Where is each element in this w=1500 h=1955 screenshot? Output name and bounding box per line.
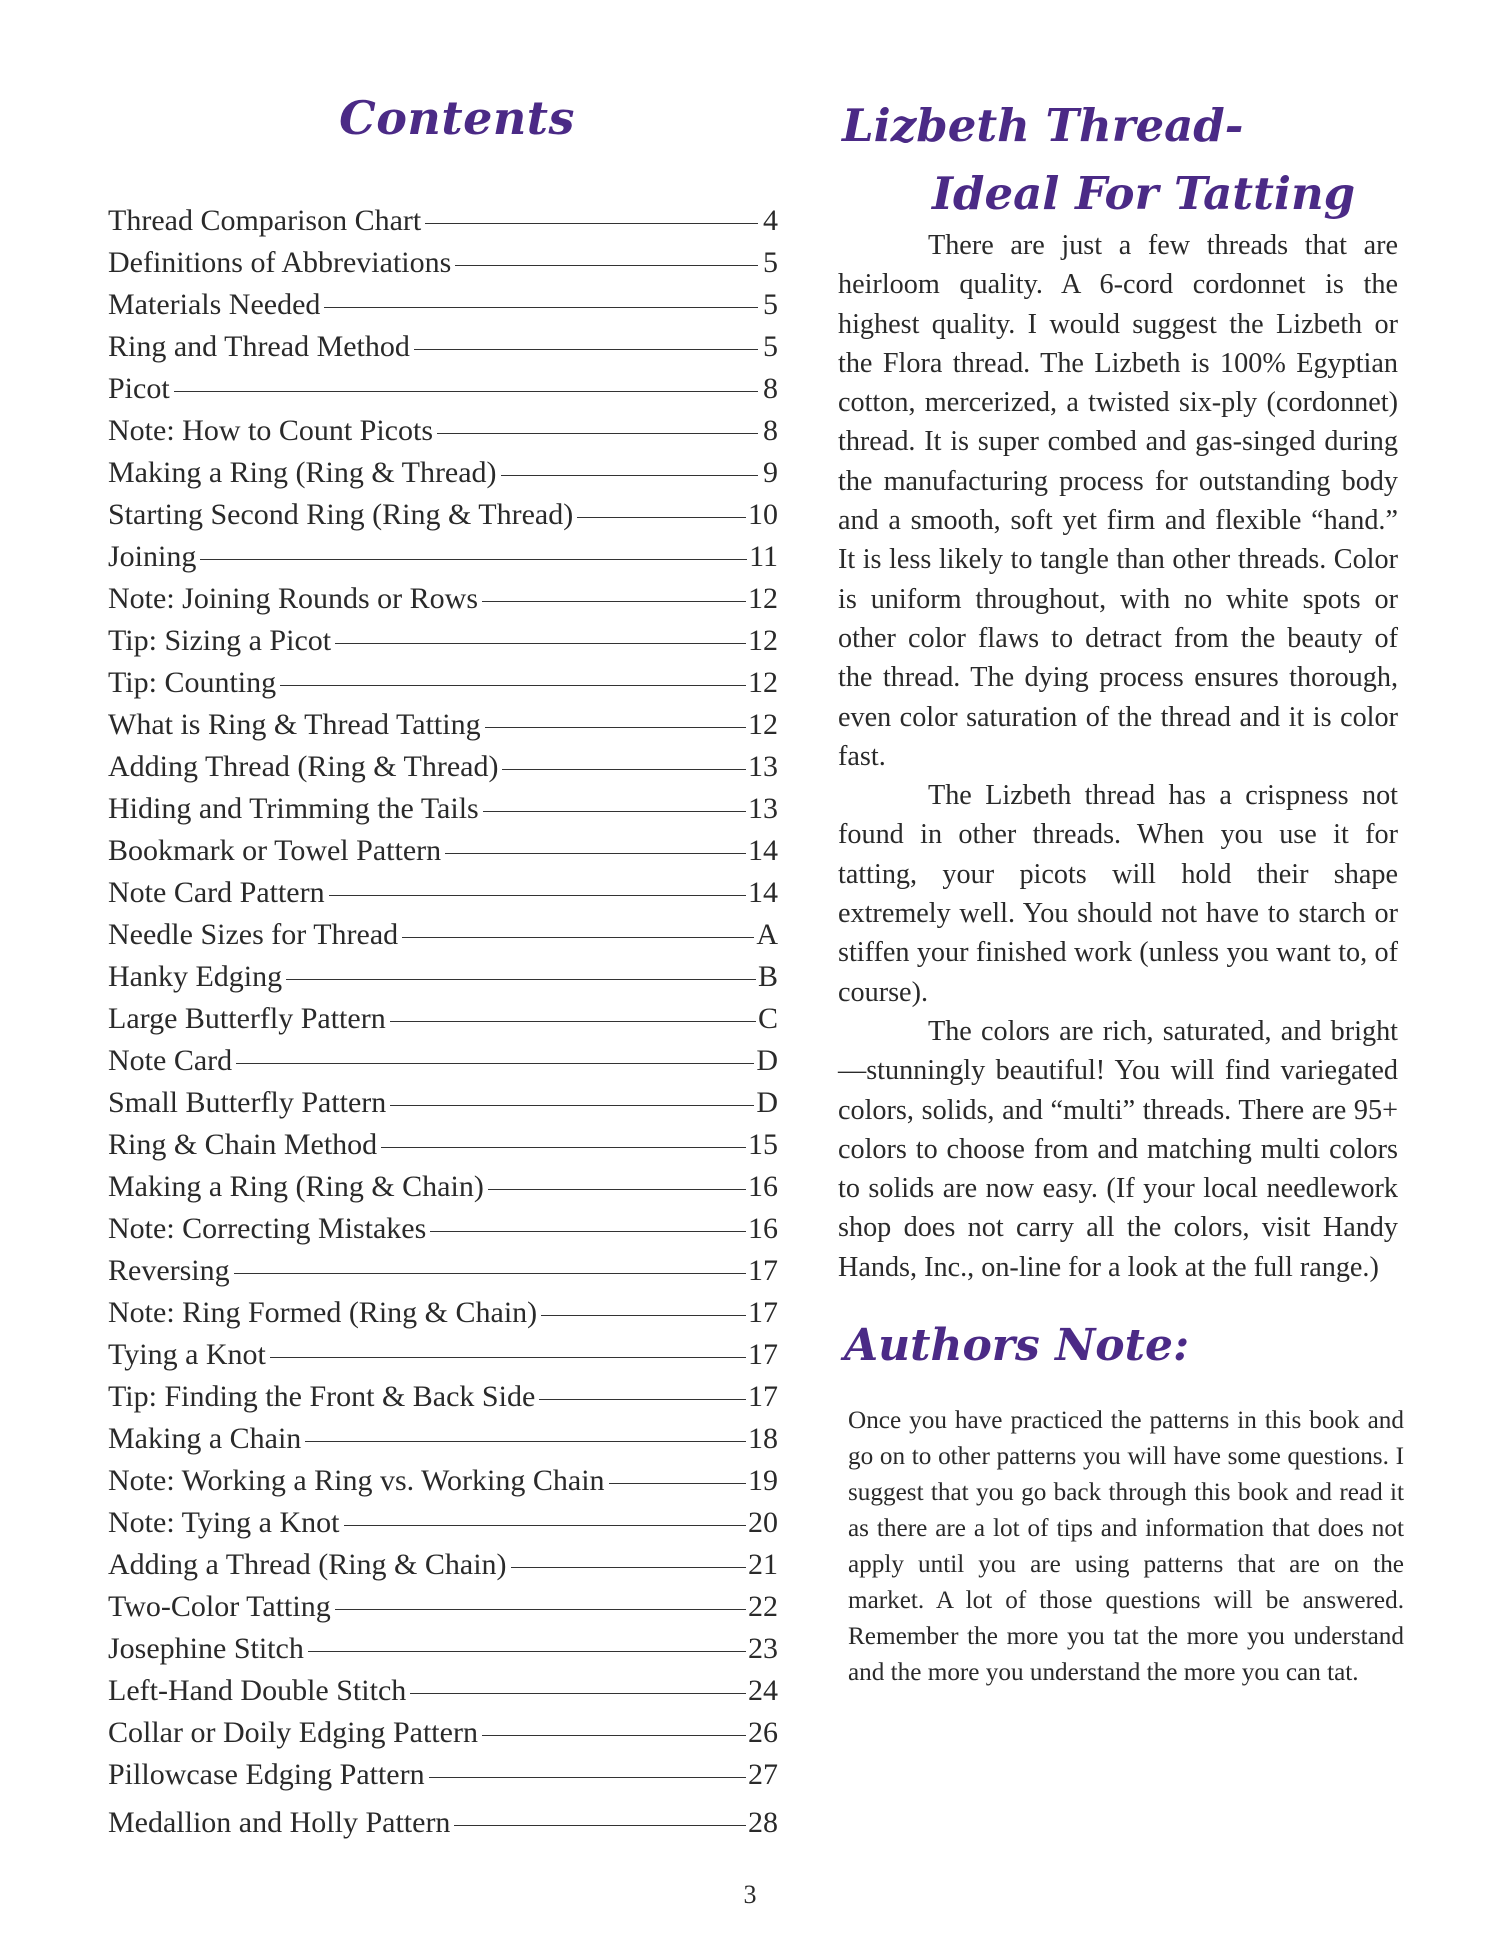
toc-entry-title: Starting Second Ring (Ring & Thread) xyxy=(108,498,574,531)
toc-entry-page: 12 xyxy=(748,666,778,699)
toc-entry xyxy=(108,1166,778,1208)
toc-entry-title: Bookmark or Towel Pattern xyxy=(108,834,442,867)
toc-entry-title: Making a Ring (Ring & Thread) xyxy=(108,456,497,489)
toc-entry xyxy=(108,1586,778,1628)
toc-entry-title: Tying a Knot xyxy=(108,1338,266,1371)
toc-leader-line xyxy=(270,1357,746,1358)
article-heading-line-2: Ideal For Tatting xyxy=(932,167,1356,220)
toc-leader-line xyxy=(430,1231,746,1232)
toc-entry-page: 5 xyxy=(763,330,778,363)
toc-entry-title: Making a Chain xyxy=(108,1422,302,1455)
toc-entry-title: Collar or Doily Edging Pattern xyxy=(108,1716,478,1749)
toc-entry xyxy=(108,998,778,1040)
toc-entry xyxy=(108,1670,778,1712)
toc-entry-title: Ring & Chain Method xyxy=(108,1128,378,1161)
toc-leader-line xyxy=(445,853,746,854)
toc-entry-title: Hanky Edging xyxy=(108,960,283,993)
toc-entry xyxy=(108,1292,778,1334)
toc-entry-page: 5 xyxy=(763,288,778,321)
toc-leader-line xyxy=(308,1651,746,1652)
toc-entry-page: 17 xyxy=(748,1338,778,1371)
toc-entry-page: 11 xyxy=(749,540,778,573)
toc-entry-title: Making a Ring (Ring & Chain) xyxy=(108,1170,484,1203)
toc-leader-line xyxy=(577,517,746,518)
toc-entry xyxy=(108,704,778,746)
article-paragraph-1: There are just a few threads that are heirloom quality. A 6-cord cordonnet is the highest quality. I would suggest the Lizbeth or the Flora thread. The Lizbeth is 100% Egyptian cotton, mercerized, a twisted six-ply (cordonnet) thread. It is super combed and gas-singed during the manufacturing process for outstanding body and a smooth, soft yet firm and flexible “hand.” It is less likely to tangle than other threads. Color is uniform throughout, with no white spots or other color flaws to detract from the beauty of the thread. The dying process ensures thorough, even color saturation of the thread and it is color fast. xyxy=(838,230,1398,772)
toc-leader-line xyxy=(454,1825,746,1826)
toc-leader-line xyxy=(234,1273,746,1274)
toc-entry xyxy=(108,1082,778,1124)
toc-entry xyxy=(108,1628,778,1670)
toc-entry-title: What is Ring & Thread Tatting xyxy=(108,708,481,741)
toc-entry xyxy=(108,368,778,410)
toc-leader-line xyxy=(329,895,746,896)
toc-entry-title: Ring and Thread Method xyxy=(108,330,410,363)
toc-entry-title: Tip: Counting xyxy=(108,666,277,699)
toc-leader-line xyxy=(286,979,756,980)
toc-entry-page: 22 xyxy=(748,1590,778,1623)
toc-leader-line xyxy=(501,475,758,476)
toc-leader-line xyxy=(335,1609,746,1610)
toc-entry-title: Note: Joining Rounds or Rows xyxy=(108,582,479,615)
toc-entry-page: 24 xyxy=(748,1674,778,1707)
toc-entry xyxy=(108,410,778,452)
toc-entry xyxy=(108,200,778,242)
toc-entry-page: 21 xyxy=(748,1548,778,1581)
toc-leader-line xyxy=(511,1567,746,1568)
toc-entry xyxy=(108,284,778,326)
toc-entry-title: Joining xyxy=(108,540,197,573)
toc-entry-title: Large Butterfly Pattern xyxy=(108,1002,386,1035)
toc-entry-title: Hiding and Trimming the Tails xyxy=(108,792,479,825)
toc-leader-line xyxy=(437,433,758,434)
toc-leader-line xyxy=(200,559,747,560)
toc-leader-line xyxy=(539,1399,746,1400)
toc-leader-line xyxy=(502,769,746,770)
toc-entry-page: 26 xyxy=(748,1716,778,1749)
toc-leader-line xyxy=(402,937,754,938)
toc-entry-page: C xyxy=(757,1002,778,1035)
toc-leader-line xyxy=(174,391,758,392)
contents-section xyxy=(108,78,778,1844)
toc-leader-line xyxy=(390,1021,756,1022)
authors-note-body: Once you have practiced the patterns in this book and go on to other patterns you will have some questions. I suggest that you go back through this book and read it as there are a lot of tips and information that does not apply until you are using patterns that are on the market. A lot of those questions will be answered. Remember the more you tat the more you understand and the more you understand the more you can tat. xyxy=(848,1407,1404,1687)
toc-entry-title: Adding Thread (Ring & Thread) xyxy=(108,750,499,783)
toc-entry-page: 8 xyxy=(763,372,778,405)
toc-entry-title: Picot xyxy=(108,372,170,405)
toc-entry xyxy=(108,1250,778,1292)
toc-entry-title: Pillowcase Edging Pattern xyxy=(108,1758,425,1791)
article-paragraph-3: The colors are rich, saturated, and bright—stunningly beautiful! You will find variegated colors, solids, and “multi” threads. There are 95+ colors to choose from and matching multi colors to solids are now easy. (If your local needlework shop does not carry all the colors, visit Handy Hands, Inc., on-line for a look at the full range.) xyxy=(838,1015,1398,1283)
article-heading-line-1: Lizbeth Thread- xyxy=(842,99,1244,152)
toc-entry-title: Note: How to Count Picots xyxy=(108,414,434,447)
toc-entry-page: 12 xyxy=(748,582,778,615)
toc-entry xyxy=(108,1712,778,1754)
toc-entry-page: 28 xyxy=(748,1806,778,1839)
toc-leader-line xyxy=(390,1105,754,1106)
toc-entry xyxy=(108,830,778,872)
toc-entry-title: Thread Comparison Chart xyxy=(108,204,422,237)
toc-entry xyxy=(108,536,778,578)
toc-entry-page: 20 xyxy=(748,1506,778,1539)
toc-entry-page: 12 xyxy=(748,708,778,741)
toc-entry-page: 8 xyxy=(763,414,778,447)
toc-leader-line xyxy=(335,643,746,644)
toc-entry-page: 17 xyxy=(748,1296,778,1329)
toc-entry-page: 9 xyxy=(763,456,778,489)
toc-leader-line xyxy=(455,265,758,266)
toc-entry-title: Definitions of Abbreviations xyxy=(108,246,452,279)
toc-entry-page: 15 xyxy=(748,1128,778,1161)
toc-entry-page: 19 xyxy=(748,1464,778,1497)
toc-entry xyxy=(108,1502,778,1544)
toc-entry xyxy=(108,1040,778,1082)
toc-entry xyxy=(108,1208,778,1250)
toc-entry xyxy=(108,788,778,830)
toc-entry-title: Materials Needed xyxy=(108,288,321,321)
toc-entry-page: 16 xyxy=(748,1212,778,1245)
article-paragraph-2: The Lizbeth thread has a crispness not found in other threads. When you use it for tatting, your picots will hold their shape extremely well. You should not have to starch or stiffen your finished work (unless you want to, of course). xyxy=(838,780,1398,1008)
toc-entry-page: 14 xyxy=(748,834,778,867)
toc-entry xyxy=(108,326,778,368)
toc-entry xyxy=(108,452,778,494)
toc-entry xyxy=(108,1418,778,1460)
toc-entry-page: D xyxy=(756,1044,778,1077)
toc-entry-page: 5 xyxy=(763,246,778,279)
article-section xyxy=(838,92,1404,1691)
toc-entry xyxy=(108,872,778,914)
toc-entry-page: 14 xyxy=(748,876,778,909)
toc-entry-title: Note Card Pattern xyxy=(108,876,325,909)
toc-leader-line xyxy=(381,1147,746,1148)
toc-entry-page: A xyxy=(756,918,778,951)
toc-entry-page: B xyxy=(757,960,778,993)
toc-leader-line xyxy=(609,1483,746,1484)
authors-note-heading: Authors Note: xyxy=(844,1320,1190,1372)
toc-entry xyxy=(108,1124,778,1166)
toc-leader-line xyxy=(483,811,746,812)
toc-entry-title: Tip: Finding the Front & Back Side xyxy=(108,1380,536,1413)
toc-leader-line xyxy=(482,601,746,602)
toc-entry xyxy=(108,746,778,788)
toc-entry-page: 16 xyxy=(748,1170,778,1203)
toc-entry-title: Left-Hand Double Stitch xyxy=(108,1674,407,1707)
toc-entry-title: Reversing xyxy=(108,1254,230,1287)
toc-entry-page: 23 xyxy=(748,1632,778,1665)
toc-entry-title: Adding a Thread (Ring & Chain) xyxy=(108,1548,507,1581)
toc-entry xyxy=(108,578,778,620)
toc-entry-page: 10 xyxy=(748,498,778,531)
toc-entry-title: Note: Working a Ring vs. Working Chain xyxy=(108,1464,605,1497)
toc-entry xyxy=(108,494,778,536)
toc-leader-line xyxy=(425,223,758,224)
toc-entry xyxy=(108,914,778,956)
toc-entry-title: Note: Ring Formed (Ring & Chain) xyxy=(108,1296,538,1329)
toc-entry-page: 13 xyxy=(748,750,778,783)
toc-entry xyxy=(108,1754,778,1796)
toc-entry-page: 18 xyxy=(748,1422,778,1455)
toc-entry-title: Small Butterfly Pattern xyxy=(108,1086,387,1119)
toc-entry xyxy=(108,1376,778,1418)
toc-entry-title: Tip: Sizing a Picot xyxy=(108,624,332,657)
toc-leader-line xyxy=(485,727,746,728)
toc-entry xyxy=(108,1334,778,1376)
toc-entry xyxy=(108,1544,778,1586)
toc-leader-line xyxy=(482,1735,746,1736)
toc-entry-page: D xyxy=(756,1086,778,1119)
toc-leader-line xyxy=(488,1189,746,1190)
toc-leader-line xyxy=(429,1777,746,1778)
toc-entry-title: Note: Correcting Mistakes xyxy=(108,1212,427,1245)
toc-leader-line xyxy=(541,1315,746,1316)
toc-leader-line xyxy=(414,349,758,350)
toc-entry-title: Medallion and Holly Pattern xyxy=(108,1806,451,1839)
contents-heading: Contents xyxy=(339,91,575,145)
page-number: 3 xyxy=(743,1880,757,1909)
toc-leader-line xyxy=(410,1693,746,1694)
toc-leader-line xyxy=(324,307,758,308)
toc-entry xyxy=(108,242,778,284)
toc-entry-title: Two-Color Tatting xyxy=(108,1590,331,1623)
toc-entry xyxy=(108,620,778,662)
toc-leader-line xyxy=(344,1525,747,1526)
article-heading xyxy=(838,92,1398,228)
toc-entry-page: 17 xyxy=(748,1254,778,1287)
toc-leader-line xyxy=(305,1441,746,1442)
toc-entry-title: Josephine Stitch xyxy=(108,1632,304,1665)
toc-leader-line xyxy=(280,685,746,686)
table-of-contents xyxy=(108,200,778,1844)
toc-entry-title: Note Card xyxy=(108,1044,233,1077)
toc-entry xyxy=(108,1460,778,1502)
toc-entry xyxy=(108,1802,778,1844)
toc-entry xyxy=(108,662,778,704)
article-body xyxy=(838,226,1398,1287)
toc-entry-page: 12 xyxy=(748,624,778,657)
toc-leader-line xyxy=(236,1063,754,1064)
toc-entry-page: 4 xyxy=(763,204,778,237)
toc-entry-page: 27 xyxy=(748,1758,778,1791)
toc-entry-page: 13 xyxy=(748,792,778,825)
toc-entry xyxy=(108,956,778,998)
toc-entry-title: Note: Tying a Knot xyxy=(108,1506,340,1539)
toc-entry-page: 17 xyxy=(748,1380,778,1413)
toc-entry-title: Needle Sizes for Thread xyxy=(108,918,399,951)
